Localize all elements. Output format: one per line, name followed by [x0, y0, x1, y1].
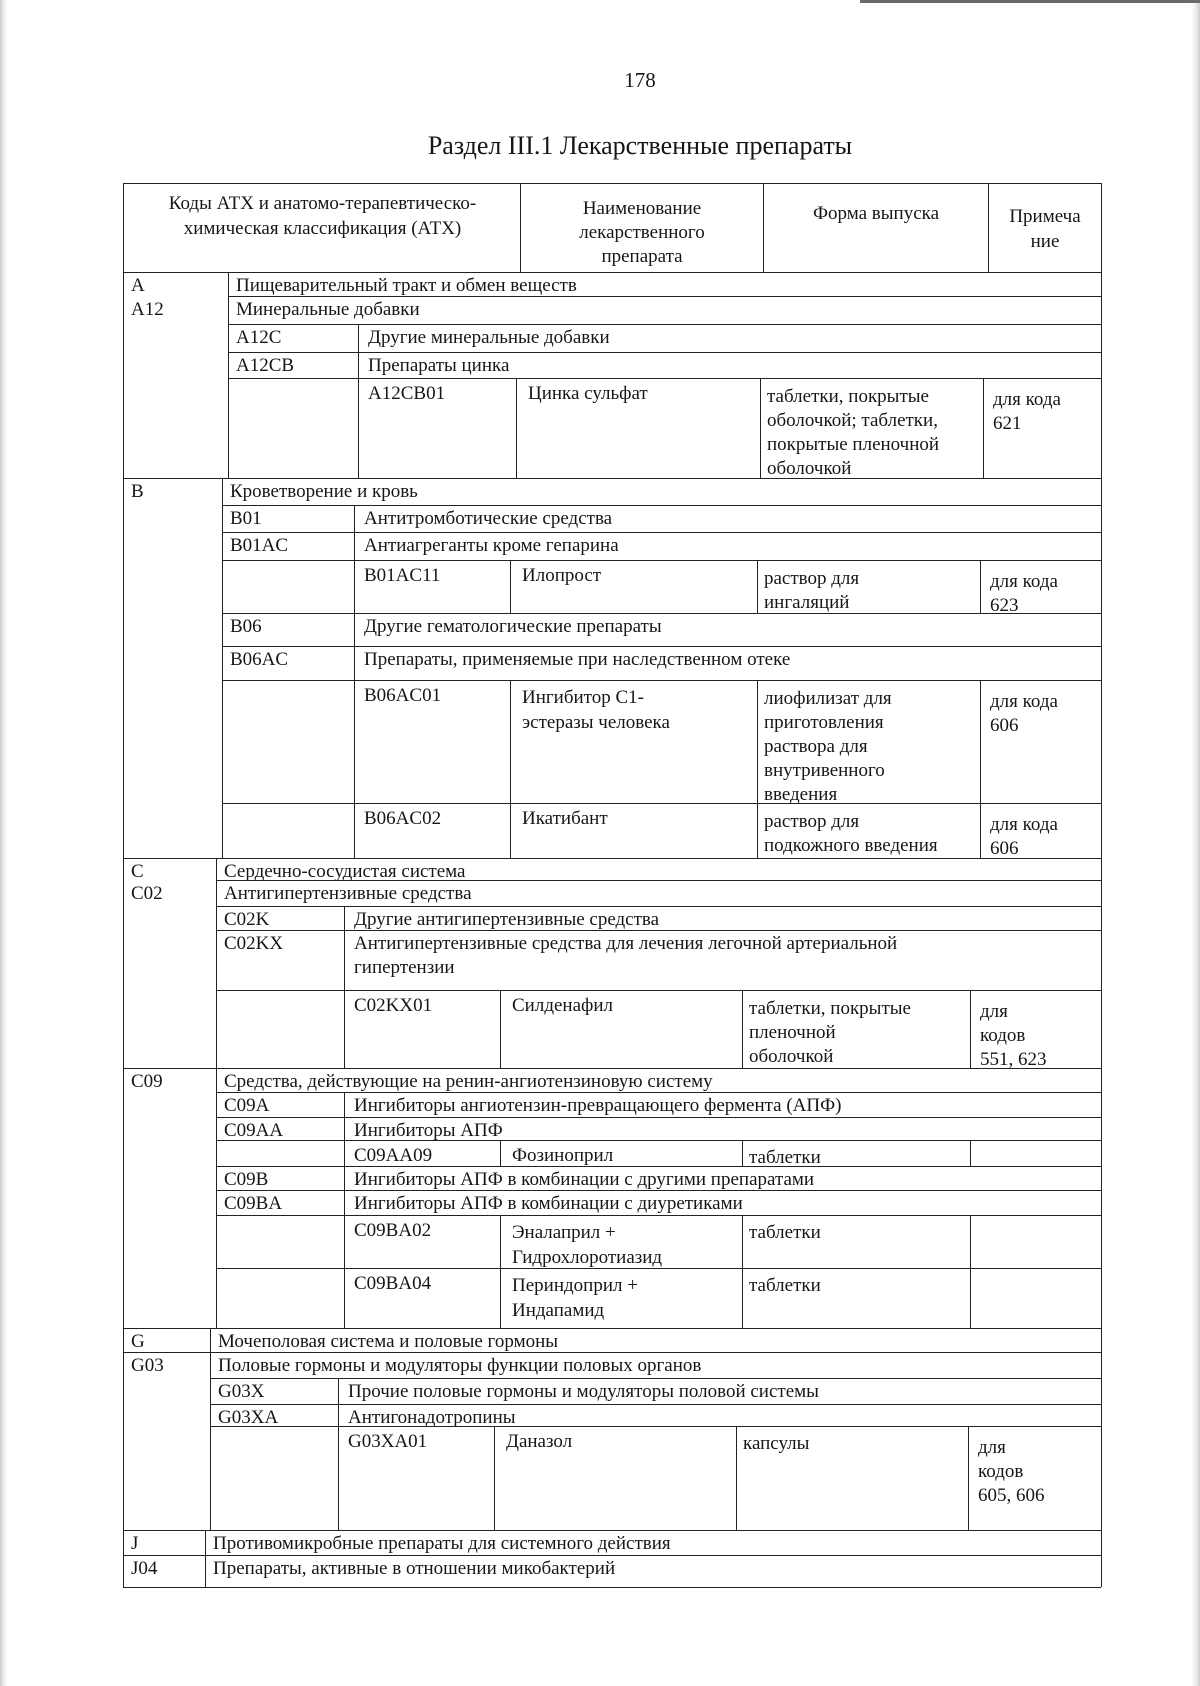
grid-line — [344, 990, 345, 1068]
header-drug-name: лекарственного — [579, 222, 705, 243]
atc-code: C09AA — [224, 1120, 284, 1141]
drug-name: Цинка сульфат — [528, 383, 648, 404]
grid-line — [968, 1426, 969, 1530]
drug-form: раствор для — [764, 811, 860, 832]
grid-line — [970, 1268, 971, 1328]
drug-form: покрытые пленочной — [767, 434, 940, 455]
grid-line — [354, 646, 355, 680]
drug-form: приготовления — [764, 712, 884, 733]
grid-line — [970, 990, 971, 1068]
drug-form: таблетки — [749, 1147, 821, 1168]
grid-line — [980, 680, 981, 803]
atc-code: C09BA — [224, 1193, 283, 1214]
grid-line — [123, 183, 124, 1587]
drug-atc-code: B06AC01 — [364, 685, 442, 706]
grid-line — [358, 324, 359, 352]
drug-form: оболочкой — [749, 1046, 834, 1067]
grid-line — [216, 1117, 1101, 1118]
grid-line — [358, 378, 359, 478]
grid-line — [344, 930, 345, 990]
drug-name: Индапамид — [512, 1300, 605, 1321]
drug-name: Гидрохлоротиазид — [512, 1247, 663, 1268]
grid-line — [338, 1426, 339, 1530]
section-title: Раздел III.1 Лекарственные препараты — [427, 131, 853, 160]
grid-line — [742, 1268, 743, 1328]
grid-line — [344, 906, 345, 930]
grid-line — [510, 560, 511, 613]
grid-line — [500, 1268, 501, 1328]
grid-line — [760, 378, 761, 478]
drug-name: Даназол — [506, 1431, 573, 1452]
grid-line — [338, 1378, 339, 1404]
grid-line — [520, 183, 521, 272]
grid-line — [210, 1404, 1101, 1405]
category-title: Сердечно-сосудистая система — [224, 861, 466, 882]
category-title: Половые гормоны и модуляторы функции половых органов — [218, 1355, 702, 1376]
grid-line — [516, 378, 517, 478]
drug-note: 623 — [990, 595, 1019, 616]
drug-atc-code: B06AC02 — [364, 808, 442, 829]
atc-code: B06AC — [230, 649, 289, 670]
drug-form: пленочной — [749, 1022, 836, 1043]
grid-line — [210, 1328, 211, 1530]
drug-form: подкожного введения — [764, 835, 938, 856]
subgroup-title: Ингибиторы АПФ — [354, 1120, 503, 1141]
grid-line — [123, 1587, 1101, 1588]
drug-atc-code: C09AA09 — [354, 1145, 433, 1166]
grid-line — [742, 1140, 743, 1166]
atc-code: C02 — [131, 883, 163, 904]
drug-form: раствор для — [764, 568, 860, 589]
grid-line — [980, 560, 981, 613]
drug-form: оболочкой — [767, 458, 852, 479]
grid-line — [216, 1215, 1101, 1216]
drug-note: кодов — [978, 1461, 1024, 1482]
drug-note: для — [980, 1001, 1008, 1022]
grid-line — [494, 1426, 495, 1530]
atc-code: A — [131, 275, 145, 296]
drug-note: 621 — [993, 413, 1022, 434]
scan-edge-left — [0, 0, 7, 1686]
grid-line — [510, 680, 511, 803]
grid-line — [216, 1140, 1101, 1141]
grid-line — [980, 803, 981, 858]
grid-line — [757, 803, 758, 858]
subgroup-title: Ингибиторы АПФ в комбинации с другими препаратами — [354, 1169, 815, 1190]
subgroup-title: Ингибиторы АПФ в комбинации с диуретиками — [354, 1193, 743, 1214]
atc-code: G — [131, 1331, 145, 1352]
drug-note: 551, 623 — [980, 1049, 1047, 1070]
grid-line — [1101, 183, 1102, 1587]
header-drug-name: Наименование — [582, 198, 702, 219]
drug-atc-code: A12CB01 — [368, 383, 446, 404]
atc-code: J — [131, 1533, 139, 1554]
drug-name: эстеразы человека — [522, 712, 670, 733]
drug-form: ингаляций — [764, 592, 850, 613]
drug-note: для кода — [990, 571, 1058, 592]
grid-line — [222, 478, 223, 858]
grid-line — [338, 1404, 339, 1426]
atc-code: B06 — [230, 616, 262, 637]
grid-line — [500, 1215, 501, 1268]
header-note: Примеча — [1009, 206, 1081, 227]
grid-line — [344, 1268, 345, 1328]
drug-name: Фозиноприл — [512, 1145, 614, 1166]
atc-code: A12C — [236, 327, 282, 348]
atc-code: C09A — [224, 1095, 270, 1116]
grid-line — [354, 680, 355, 803]
atc-code: C02KX — [224, 933, 284, 954]
category-title: Средства, действующие на ренин-ангиотензиновую систему — [224, 1071, 713, 1092]
grid-line — [757, 560, 758, 613]
category-title: Мочеполовая система и половые гормоны — [218, 1331, 559, 1352]
category-title: Противомикробные препараты для системного действия — [213, 1533, 671, 1554]
grid-line — [358, 352, 359, 378]
drug-form: лиофилизат для — [764, 688, 892, 709]
category-title: Кроветворение и кровь — [230, 481, 418, 502]
subgroup-title: Антиагреганты кроме гепарина — [364, 535, 619, 556]
grid-line — [123, 183, 1101, 184]
drug-note: кодов — [980, 1025, 1026, 1046]
atc-code: C02K — [224, 909, 270, 930]
subgroup-title: гипертензии — [354, 957, 455, 978]
grid-line — [216, 990, 1101, 991]
atc-code: B01 — [230, 508, 262, 529]
drug-atc-code: G03XA01 — [348, 1431, 428, 1452]
grid-line — [344, 1140, 345, 1166]
category-title: Антигипертензивные средства — [224, 883, 472, 904]
drug-atc-code: C09BA02 — [354, 1220, 432, 1241]
atc-code: G03 — [131, 1355, 164, 1376]
grid-line — [757, 680, 758, 803]
grid-line — [344, 1215, 345, 1268]
atc-code: J04 — [131, 1558, 158, 1579]
category-title: Препараты, активные в отношении микобактерий — [213, 1558, 616, 1579]
grid-line — [510, 803, 511, 858]
atc-code: C09 — [131, 1071, 163, 1092]
grid-line — [500, 990, 501, 1068]
drug-note: 605, 606 — [978, 1485, 1045, 1506]
grid-line — [344, 1190, 345, 1215]
drug-atc-code: B01AC11 — [364, 565, 441, 586]
drug-form: введения — [764, 784, 838, 805]
header-atc: химическая классификация (АТХ) — [183, 218, 462, 239]
drug-form: таблетки, покрытые — [767, 386, 929, 407]
grid-line — [344, 1166, 345, 1190]
drug-atc-code: C02KX01 — [354, 995, 433, 1016]
grid-line — [742, 1215, 743, 1268]
drug-form: внутривенного — [764, 760, 885, 781]
drug-form: капсулы — [743, 1433, 810, 1454]
subgroup-title: Антитромботические средства — [364, 508, 613, 529]
grid-line — [354, 560, 355, 613]
grid-line — [736, 1426, 737, 1530]
subgroup-title: Ингибиторы ангиотензин-превращающего фермента (АПФ) — [354, 1095, 842, 1116]
drug-form: таблетки — [749, 1275, 821, 1296]
atc-code: A12CB — [236, 355, 295, 376]
subgroup-title: Прочие половые гормоны и модуляторы половой системы — [348, 1381, 819, 1402]
subgroup-title: Другие гематологические препараты — [364, 616, 662, 637]
grid-line — [354, 613, 355, 646]
grid-line — [763, 183, 764, 272]
category-title: Минеральные добавки — [236, 299, 420, 320]
drug-name: Периндоприл + — [512, 1275, 638, 1296]
subgroup-title: Препараты, применяемые при наследственном отеке — [364, 649, 791, 670]
drug-form: таблетки — [749, 1222, 821, 1243]
atc-code: B01AC — [230, 535, 289, 556]
subgroup-title: Препараты цинка — [368, 355, 510, 376]
drug-name: Эналаприл + — [512, 1222, 616, 1243]
atc-code: G03XA — [218, 1407, 279, 1428]
drug-name: Силденафил — [512, 995, 613, 1016]
grid-line — [500, 1140, 501, 1166]
subgroup-title: Антигипертензивные средства для лечения легочной артериальной — [354, 933, 898, 954]
drug-note: 606 — [990, 838, 1019, 859]
grid-line — [983, 378, 984, 478]
grid-line — [216, 858, 217, 1328]
subgroup-title: Другие минеральные добавки — [368, 327, 610, 348]
scan-edge-right — [1191, 0, 1200, 1686]
grid-line — [354, 532, 355, 560]
drug-form: таблетки, покрытые — [749, 998, 911, 1019]
header-atc: Коды АТХ и анатомо-терапевтическо- — [168, 193, 477, 214]
drug-note: для — [978, 1437, 1006, 1458]
grid-line — [205, 1530, 206, 1587]
atc-code: A12 — [131, 299, 164, 320]
grid-line — [970, 1140, 971, 1166]
category-title: Пищеварительный тракт и обмен веществ — [236, 275, 577, 296]
header-note: ние — [1030, 231, 1060, 252]
header-drug-name: препарата — [601, 246, 683, 267]
drug-name: Икатибант — [522, 808, 608, 829]
drug-note: для кода — [990, 691, 1058, 712]
grid-line — [344, 1117, 345, 1140]
header-form: Форма выпуска — [812, 203, 939, 224]
drug-note: 606 — [990, 715, 1019, 736]
drug-name: Ингибитор С1- — [522, 687, 644, 708]
drug-atc-code: C09BA04 — [354, 1273, 432, 1294]
subgroup-title: Другие антигипертензивные средства — [354, 909, 660, 930]
atc-code: C09B — [224, 1169, 269, 1190]
atc-code: G03X — [218, 1381, 265, 1402]
atc-code: C — [131, 861, 144, 882]
page-number: 178 — [624, 68, 656, 92]
drug-form: оболочкой; таблетки, — [767, 410, 938, 431]
drug-form: раствора для — [764, 736, 868, 757]
drug-note: для кода — [993, 389, 1061, 410]
drug-name: Илопрост — [522, 565, 602, 586]
grid-line — [354, 803, 355, 858]
atc-code: B — [131, 481, 144, 502]
grid-line — [970, 1215, 971, 1268]
drug-note: для кода — [990, 814, 1058, 835]
grid-line — [742, 990, 743, 1068]
grid-line — [344, 1092, 345, 1117]
grid-line — [354, 505, 355, 532]
subgroup-title: Антигонадотропины — [348, 1407, 516, 1428]
grid-line — [988, 183, 989, 272]
scan-edge-top — [860, 0, 1200, 3]
grid-line — [228, 272, 229, 478]
